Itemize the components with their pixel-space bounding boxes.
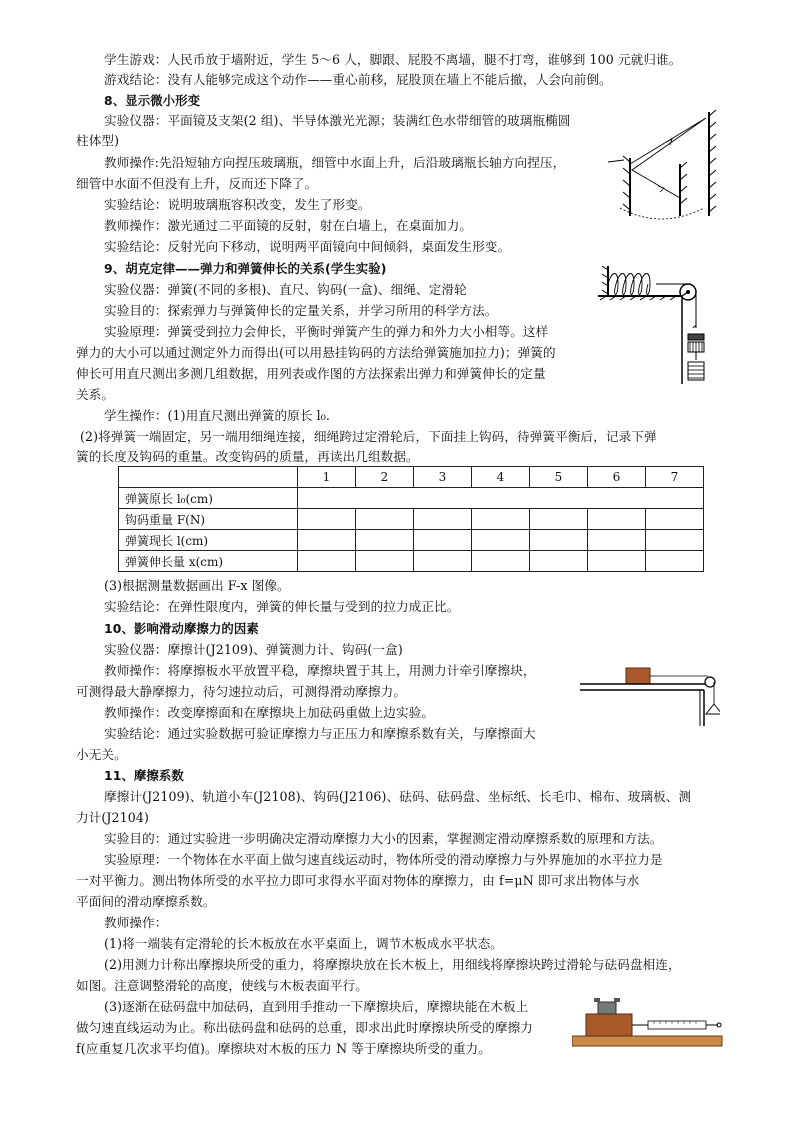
table-row <box>119 551 704 572</box>
table-header-cell: 7 <box>646 467 704 488</box>
table-header-cell <box>119 467 298 488</box>
table-cell <box>298 530 356 551</box>
table-cell <box>530 551 588 572</box>
table-cell <box>356 551 414 572</box>
friction-table-figure <box>580 664 720 728</box>
table-cell <box>588 530 646 551</box>
text-line: 柱体型) <box>76 133 120 148</box>
spring-pulley-figure <box>596 262 712 386</box>
table-header-cell: 4 <box>472 467 530 488</box>
friction-meter-figure <box>572 988 724 1048</box>
section-heading-10: 10、影响滑动摩擦力的因素 <box>104 621 259 636</box>
table-cell <box>414 551 472 572</box>
text-line: 如图。注意调整滑轮的高度，使线与木板表面平行。 <box>76 978 368 993</box>
text-line: 细管中水面不但没有上升，反而还下降了。 <box>76 176 318 191</box>
text-line: 实验仪器：平面镜及支架(2 组)、半导体激光光源；装满红色水带细管的玻璃瓶椭圆 <box>104 113 571 128</box>
text-line: (1)将一端装有定滑轮的长木板放在水平桌面上，调节木板成水平状态。 <box>104 936 503 951</box>
row-label: 弹簧伸长量 x(cm) <box>119 551 298 572</box>
table-cell <box>356 509 414 530</box>
section-heading-9: 9、胡克定律——弹力和弹簧伸长的关系(学生实验) <box>104 261 387 276</box>
text-line: 实验目的：探索弹力与弹簧伸长的定量关系，并学习所用的科学方法。 <box>104 303 498 318</box>
data-table <box>118 466 704 572</box>
text-line: (2)将弹簧一端固定，另一端用细绳连接，细绳跨过定滑轮后，下面挂上钩码，待弹簧平衡后，记录下弹 <box>80 429 657 444</box>
table-cell <box>356 530 414 551</box>
text-line: 教师操作： <box>104 915 168 930</box>
text-line: 实验仪器：摩擦计(J2109)、弹簧测力计、钩码(一盒) <box>104 642 403 657</box>
text-line: 实验原理：一个物体在水平面上做匀速直线运动时，物体所受的滑动摩擦力与外界施加的水平拉力是 <box>104 852 663 867</box>
text-line: f(应重复几次求平均值)。摩擦块对木板的压力 N 等于摩擦块所受的重力。 <box>76 1041 491 1056</box>
table-cell <box>414 509 472 530</box>
table-cell <box>588 551 646 572</box>
table-row <box>119 488 704 509</box>
text-line: 小无关。 <box>76 747 127 762</box>
row-label: 弹簧现长 l(cm) <box>119 530 298 551</box>
text-line: 伸长可用直尺测出多测几组数据，用列表或作图的方法探索出弹力和弹簧伸长的定量 <box>76 366 546 381</box>
text-line: 实验结论：反射光向下移动，说明两平面镜向中间倾斜，桌面发生形变。 <box>104 239 511 254</box>
table-cell <box>298 488 704 509</box>
text-line: 实验结论：通过实验数据可验证摩擦力与正压力和摩擦系数有关，与摩擦面大 <box>104 726 536 741</box>
text-line: 可测得最大静摩擦力，待匀速拉动后，可测得滑动摩擦力。 <box>76 684 407 699</box>
table-cell <box>298 551 356 572</box>
text-line: 平面间的滑动摩擦系数。 <box>76 894 216 909</box>
table-header-row <box>119 467 704 488</box>
table-cell <box>530 530 588 551</box>
table-row <box>119 530 704 551</box>
text-line: 实验结论：说明玻璃瓶容积改变，发生了形变。 <box>104 197 371 212</box>
table-cell <box>646 530 704 551</box>
text-line: 簧的长度及钩码的重量。改变钩码的质量，再读出几组数据。 <box>76 449 419 464</box>
table-cell <box>472 509 530 530</box>
section-heading-8: 8、显示微小形变 <box>104 93 201 108</box>
text-line: 教师操作：激光通过二平面镜的反射，射在白墙上，在桌面加力。 <box>104 218 473 233</box>
mirror-reflection-figure <box>606 104 724 226</box>
text-line: 弹力的大小可以通过测定外力而得出(可以用悬挂钩码的方法给弹簧施加拉力)；弹簧的 <box>76 345 556 360</box>
table-cell <box>588 509 646 530</box>
text-line: 实验结论：在弹性限度内，弹簧的伸长量与受到的拉力成正比。 <box>104 599 460 614</box>
text-line: (3)逐渐在砝码盘中加砝码，直到用手推动一下摩擦块后，摩擦块能在木板上 <box>104 999 529 1014</box>
text-line: 教师操作:先沿短轴方向捏压玻璃瓶，细管中水面上升，后沿玻璃瓶长轴方向捏压， <box>104 155 566 170</box>
text-line: (3)根据测量数据画出 F-x 图像。 <box>104 578 290 593</box>
table-header-cell: 1 <box>298 467 356 488</box>
table-header-cell: 5 <box>530 467 588 488</box>
text-line: 学生游戏：人民币放于墙附近，学生 5～6 人，脚跟、屁股不离墙，腿不打弯，谁够到 100 元就归谁。 <box>104 52 682 67</box>
table-cell <box>472 551 530 572</box>
section-heading-11: 11、摩擦系数 <box>104 768 184 783</box>
text-line: 游戏结论：没有人能够完成这个动作——重心前移，屁股顶在墙上不能后撤，人会向前倒。 <box>104 72 612 87</box>
text-line: 力计(J2104) <box>76 810 150 825</box>
table-cell <box>472 530 530 551</box>
table-header-cell: 6 <box>588 467 646 488</box>
table-row <box>119 509 704 530</box>
text-line: 关系。 <box>76 387 115 402</box>
row-label: 钩码重量 F(N) <box>119 509 298 530</box>
row-label: 弹簧原长 l₀(cm) <box>119 488 298 509</box>
table-cell <box>646 509 704 530</box>
text-line: 实验仪器：弹簧(不同的多根)、直尺、钩码(一盒)、细绳、定滑轮 <box>104 282 467 297</box>
table-cell <box>646 551 704 572</box>
table-cell <box>298 509 356 530</box>
text-line: 教师操作：改变摩擦面和在摩擦块上加砝码重做上边实验。 <box>104 705 435 720</box>
text-line: 摩擦计(J2109)、轨道小车(J2108)、钩码(J2106)、砝码、砝码盘、坐标纸、长毛巾、棉布、玻璃板、测 <box>104 789 692 804</box>
text-line: 教师操作：将摩擦板水平放置平稳，摩擦块置于其上，用测力计牵引摩擦块， <box>104 663 536 678</box>
table-header-cell: 2 <box>356 467 414 488</box>
text-line: 做匀速直线运动为止。称出砝码盘和砝码的总重，即求出此时摩擦块所受的摩擦力 <box>76 1020 533 1035</box>
text-line: 实验原理：弹簧受到拉力会伸长，平衡时弹簧产生的弹力和外力大小相等。这样 <box>104 324 549 339</box>
table-cell <box>530 509 588 530</box>
text-line: (2)用测力计称出摩擦块所受的重力，将摩擦块放在长木板上，用细线将摩擦块跨过滑轮与砝码盘相连， <box>104 957 681 972</box>
text-line: 实验目的：通过实验进一步明确决定滑动摩擦力大小的因素，掌握测定滑动摩擦系数的原理和方法。 <box>104 831 663 846</box>
table-header-cell: 3 <box>414 467 472 488</box>
text-line: 一对平衡力。测出物体所受的水平拉力即可求得水平面对物体的摩擦力，由 f=μN 即可求出物体与水 <box>76 873 640 888</box>
table-cell <box>414 530 472 551</box>
text-line: 学生操作：(1)用直尺测出弹簧的原长 l₀. <box>104 408 331 423</box>
